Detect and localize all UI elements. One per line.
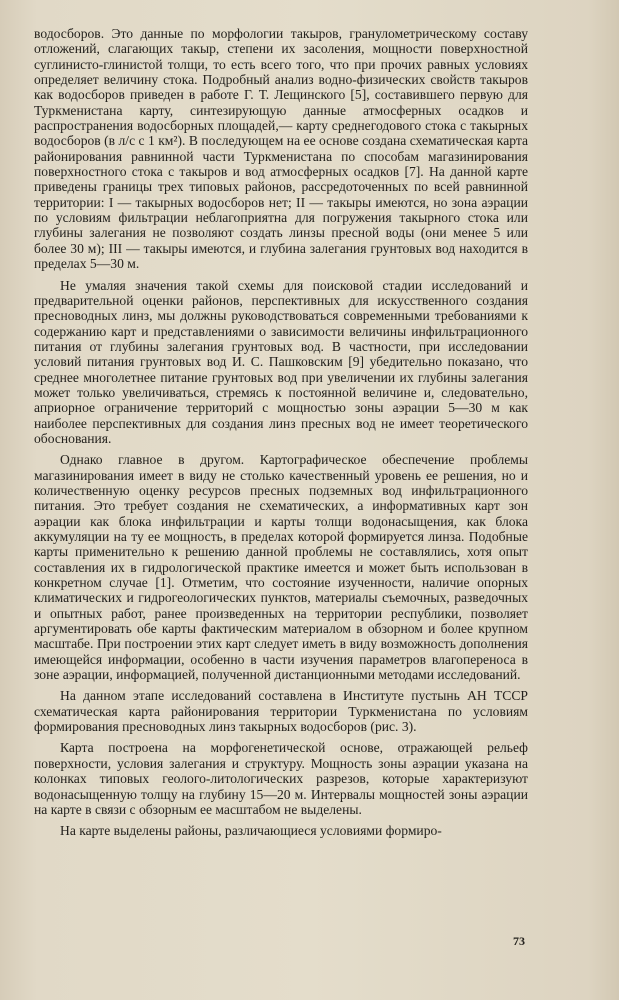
body-text [34,26,528,845]
paragraph-3: Однако главное в другом. Картографическое обеспечение проблемы магазинирования имеет в виду не столько качественный уровень ее решения, но и количественную оценку ресурсов пресных подземных вод инфильтрационного питания. Это требует создания не схематических, а информативных карт зон аэрации как блока инфильтрации и карты толщи водонасыщения, как блока аккумуляции на ту ее мощность, в пределах которой формируется линза. Подобные карты применительно к решению данной проблемы не составлялись, хотя опыт составления их в гидрологической практике имеется и может быть использован в конкретном случае [1]. Отметим, что состояние изученности, наличие опорных климатических и гидрогеологических пунктов, материалы съемочных, разведочных и опытных работ, ранее произведенных на территории республики, позволяет аргументировать обе карты фактическим материалом в обзорном и более крупном масштабе. При построении этих карт следует иметь в виду возможность дополнения имеющейся информации, особенно в части изучения параметров влагопереноса в зоне аэрации, информацией, полученной дистанционными методами исследований. [34,452,528,683]
paragraph-1: водосборов. Это данные по морфологии такыров, гранулометрическому составу отложений, слагающих такыр, степени их засоления, мощности поверхностной суглинисто-глинистой толщи, то есть всего того, что при прочих равных условиях определяет величину стока. Подробный анализ водно-физических свойств такыров как водосборов приведен в работе Г. Т. Лещинского [5], составившего первую для Туркменистана карту, синтезирующую данные атмосферных осадков и распространения водосборных площадей,— карту среднегодового стока с такырных водосборов (в л/с с 1 км²). В последующем на ее основе создана схематическая карта районирования равнинной части Туркменистана по способам магазинирования поверхностного стока с такыров и вод атмосферных осадков [7]. На данной карте приведены границы трех типовых районов, рассредоточенных по всей равнинной территории: I — такырных водосборов нет; II — такыры имеются, но зона аэрации по условиям фильтрации неблагоприятна для погружения такырного стока или глубины залегания не позволяют создать линзы пресной воды (они менее 5 или более 30 м); III — такыры имеются, и глубина залегания грунтовых вод находится в пределах 5—30 м. [34,26,528,272]
page-number: 73 [513,934,525,948]
paragraph-4: На данном этапе исследований составлена в Институте пустынь АН ТССР схематическая карта районирования территории Туркменистана по условиям формирования пресноводных линз такырных водосборов (рис. 3). [34,688,528,735]
paragraph-5: Карта построена на морфогенетической основе, отражающей рельеф поверхности, условия залегания и структуру. Мощность зоны аэрации указана на колонках типовых геолого-литологических разрезов, которые характеризуют водонасыщенную толщу на глубину 15—20 м. Интервалы мощностей зоны аэрации на карте в связи с обзорным ее масштабом не выделены. [34,740,528,817]
paragraph-6: На карте выделены районы, различающиеся условиями формиро- [60,823,442,839]
paragraph-2: Не умаляя значения такой схемы для поисковой стадии исследований и предварительной оценки районов, перспективных для искусственного создания пресноводных линз, мы должны руководствоваться современными требованиями к содержанию карт и представлениями о зависимости величины инфильтрационного питания от глубины залегания грунтовых вод. В частности, при исследовании условий питания грунтовых вод И. С. Пашковским [9] убедительно показано, что среднее многолетнее питание грунтовых вод при увеличении их глубины залегания может только увеличиваться, стремясь к постоянной величине и, следовательно, априорное ограничение территорий с мощностью зоны аэрации 5—30 м как наиболее перспективных для создания линз пресных вод не имеет теоретического обоснования. [34,277,528,446]
